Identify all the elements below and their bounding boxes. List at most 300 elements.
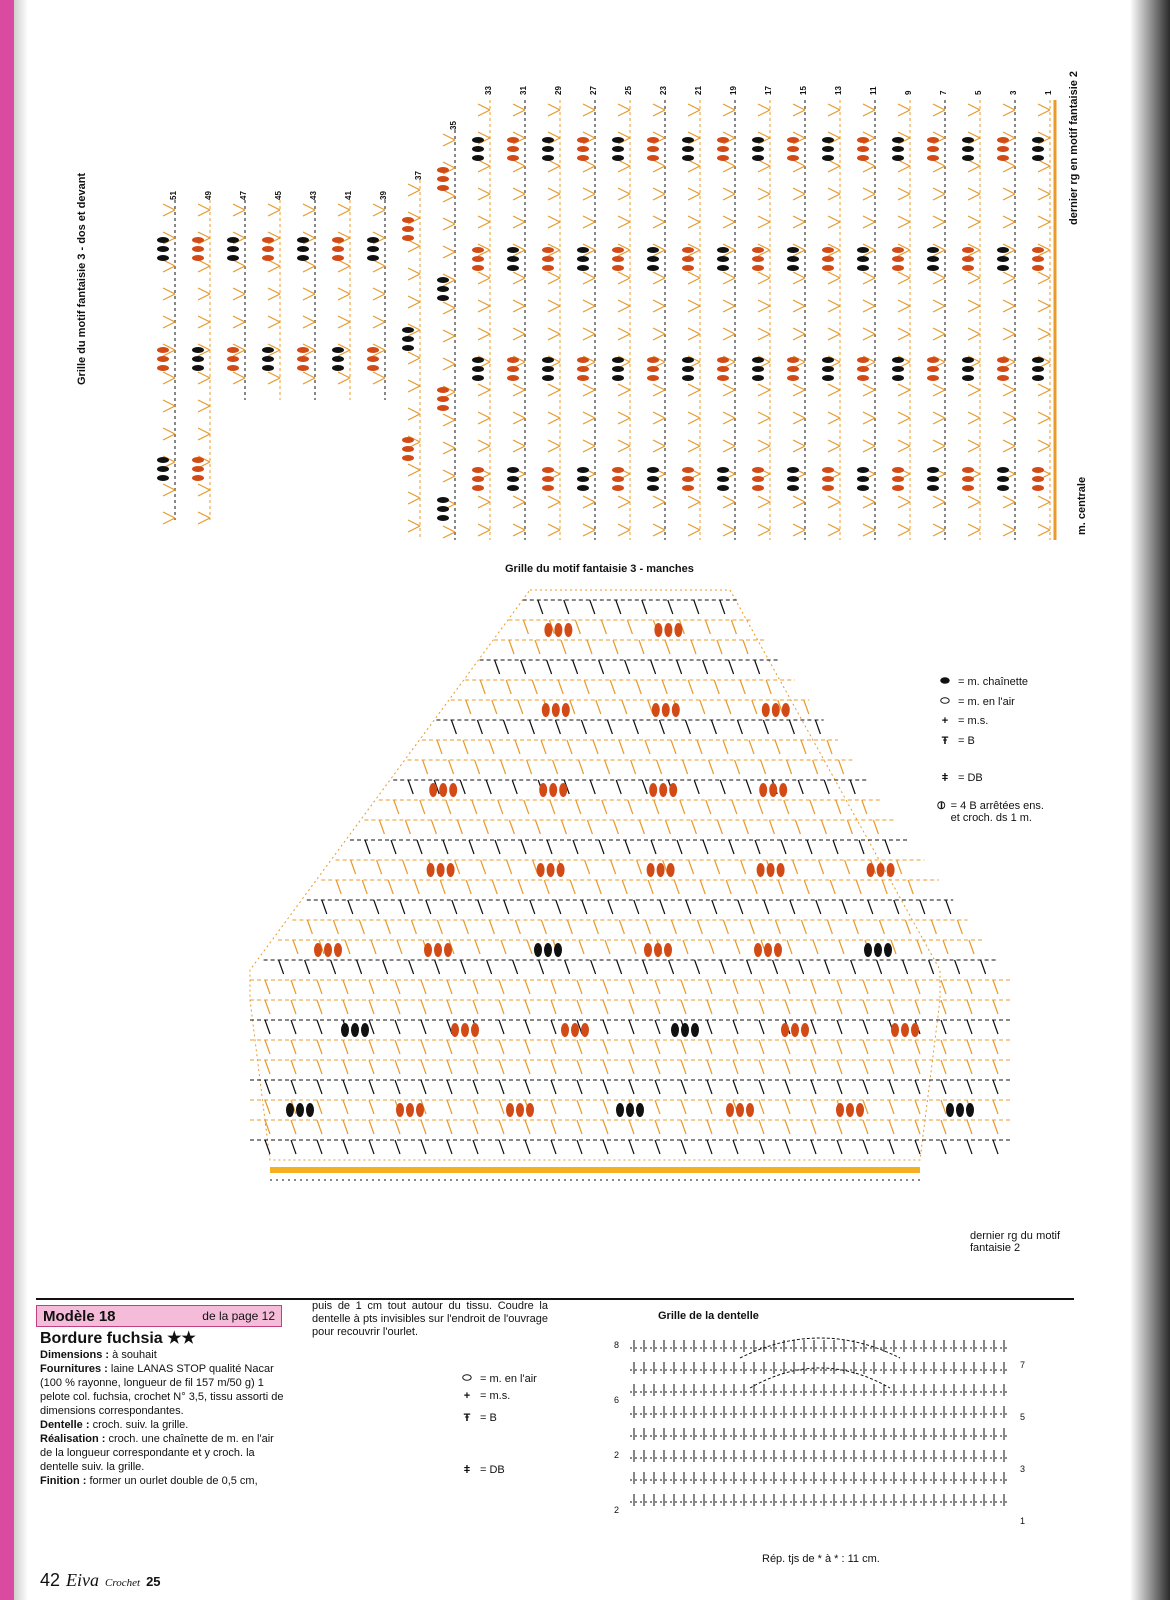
chart2-stitch bbox=[811, 1060, 816, 1074]
chart2-stitch bbox=[889, 1080, 894, 1094]
chart2-cluster bbox=[581, 1023, 589, 1037]
chart2-stitch bbox=[610, 680, 615, 694]
chart2-stitch bbox=[420, 800, 425, 814]
chart1-stitch bbox=[408, 380, 420, 386]
chart1-cluster bbox=[962, 265, 974, 271]
chart2-stitch bbox=[518, 700, 523, 714]
lace-row-number-left: 8 bbox=[614, 1340, 620, 1350]
chart1-stitch bbox=[1038, 104, 1050, 110]
chart2-stitch bbox=[759, 1020, 764, 1034]
chart1-stitch bbox=[793, 194, 805, 200]
chart2-stitch bbox=[837, 1120, 842, 1134]
chart2-cluster bbox=[769, 783, 777, 797]
chart1-stitch bbox=[968, 194, 980, 200]
chart1-stitch bbox=[338, 210, 350, 216]
chart1-stitch bbox=[793, 132, 805, 138]
chart1-cluster bbox=[402, 455, 414, 461]
chart1-stitch bbox=[198, 428, 210, 434]
chart1-stitch bbox=[688, 132, 700, 138]
chart1-stitch bbox=[443, 246, 455, 252]
chart1-stitch bbox=[163, 294, 175, 300]
chart1-stitch bbox=[478, 530, 490, 536]
chart2-stitch bbox=[785, 1000, 790, 1014]
chart1-stitch bbox=[198, 288, 210, 294]
chart1-stitch bbox=[688, 216, 700, 222]
chart1-stitch bbox=[933, 132, 945, 138]
chart1-cluster bbox=[682, 375, 694, 381]
chart2-stitch bbox=[655, 1080, 660, 1094]
chart1-stitch bbox=[828, 502, 840, 508]
chart1-cluster bbox=[752, 476, 764, 482]
chart2-cluster bbox=[669, 783, 677, 797]
chart2-stitch bbox=[551, 1080, 556, 1094]
chart1-cluster bbox=[927, 366, 939, 372]
chart1-cluster bbox=[717, 155, 729, 161]
chart2-stitch bbox=[343, 1060, 348, 1074]
chart1-stitch bbox=[1003, 524, 1015, 530]
chart2-stitch bbox=[551, 1000, 556, 1014]
chart2-stitch bbox=[317, 1060, 322, 1074]
chart2-stitch bbox=[544, 880, 549, 894]
chart1-stitch bbox=[828, 496, 840, 502]
chart2-stitch bbox=[547, 660, 552, 674]
chart1-stitch bbox=[478, 418, 490, 424]
chart1-stitch bbox=[653, 496, 665, 502]
chart2-stitch bbox=[603, 1040, 608, 1054]
chart2-stitch bbox=[738, 900, 743, 914]
chart2-stitch bbox=[619, 740, 624, 754]
chart1-cluster bbox=[997, 476, 1009, 482]
chart2-stitch bbox=[395, 1080, 400, 1094]
chart1-cluster bbox=[612, 256, 624, 262]
chart1-cluster bbox=[262, 237, 274, 243]
chart2-stitch bbox=[681, 1080, 686, 1094]
chart1-row-number: 49 bbox=[204, 191, 213, 200]
chart2-stitch bbox=[601, 620, 606, 634]
chart1-cluster bbox=[402, 446, 414, 452]
model-name: Modèle 18 bbox=[43, 1307, 116, 1325]
chart1-stitch bbox=[268, 266, 280, 272]
chart2-stitch bbox=[593, 740, 598, 754]
chart2-cluster bbox=[351, 1023, 359, 1037]
chart1-cluster bbox=[437, 277, 449, 283]
chart1-stitch bbox=[898, 384, 910, 390]
chart1-stitch bbox=[1038, 160, 1050, 166]
chart1-stitch bbox=[653, 440, 665, 446]
chart1-stitch bbox=[233, 316, 245, 322]
chart2-stitch bbox=[915, 1140, 920, 1154]
chart1-stitch bbox=[1003, 502, 1015, 508]
chart1-cluster bbox=[752, 366, 764, 372]
chart2-stitch bbox=[551, 1060, 556, 1074]
chart2-stitch bbox=[941, 1060, 946, 1074]
chart2-stitch bbox=[700, 880, 705, 894]
chart2-stitch bbox=[654, 800, 659, 814]
chart1-stitch bbox=[828, 272, 840, 278]
chart1-cluster bbox=[437, 497, 449, 503]
chart1-stitch bbox=[618, 440, 630, 446]
chart1-stitch bbox=[688, 306, 700, 312]
chart1-stitch bbox=[233, 294, 245, 300]
chart1-stitch bbox=[793, 110, 805, 116]
chart1-stitch bbox=[828, 166, 840, 172]
chart2-stitch bbox=[587, 640, 592, 654]
chart1-stitch bbox=[828, 390, 840, 396]
chart2-stitch bbox=[317, 980, 322, 994]
chart2-stitch bbox=[602, 800, 607, 814]
chart1-stitch bbox=[1003, 418, 1015, 424]
lace-chart-grid bbox=[620, 1328, 1020, 1528]
chart1-cluster bbox=[927, 137, 939, 143]
chart1-stitch bbox=[618, 272, 630, 278]
chart1-stitch bbox=[163, 204, 175, 210]
chart2-stitch bbox=[707, 1080, 712, 1094]
page-edge-band bbox=[0, 0, 14, 1600]
chart1-stitch bbox=[898, 328, 910, 334]
chart1-stitch bbox=[688, 194, 700, 200]
chart2-stitch bbox=[889, 1120, 894, 1134]
chart1-cluster bbox=[227, 365, 239, 371]
chart1-stitch bbox=[1038, 272, 1050, 278]
chart1-cluster bbox=[752, 146, 764, 152]
chart1-cluster bbox=[472, 485, 484, 491]
chart1-stitch bbox=[163, 378, 175, 384]
chart2-stitch bbox=[729, 840, 734, 854]
chart1-cluster bbox=[437, 405, 449, 411]
chart1-stitch bbox=[408, 184, 420, 190]
chart2-stitch bbox=[671, 740, 676, 754]
chart1-stitch bbox=[828, 222, 840, 228]
chart2-stitch bbox=[781, 840, 786, 854]
chart1-stitch bbox=[338, 322, 350, 328]
chart2-stitch bbox=[423, 760, 428, 774]
chart1-cluster bbox=[892, 247, 904, 253]
chart1-stitch bbox=[1003, 390, 1015, 396]
chart1-cluster bbox=[507, 155, 519, 161]
chart1-row-number: 35 bbox=[449, 121, 458, 130]
chart1-cluster bbox=[857, 265, 869, 271]
chart1-stitch bbox=[583, 188, 595, 194]
chart1-stitch bbox=[338, 294, 350, 300]
chart2-stitch bbox=[707, 1140, 712, 1154]
chart1-cluster bbox=[472, 137, 484, 143]
chart1-stitch bbox=[268, 210, 280, 216]
chart1-stitch bbox=[618, 328, 630, 334]
chart2-stitch bbox=[811, 1140, 816, 1154]
chart1-stitch bbox=[968, 496, 980, 502]
chart2-stitch bbox=[629, 1020, 634, 1034]
chart1-stitch bbox=[268, 322, 280, 328]
chart1-stitch bbox=[688, 446, 700, 452]
chart1-cluster bbox=[787, 137, 799, 143]
chart2-stitch bbox=[473, 980, 478, 994]
chart2-stitch bbox=[636, 680, 641, 694]
chart1-stitch bbox=[758, 328, 770, 334]
chart2-stitch bbox=[265, 1040, 270, 1054]
chart2-stitch bbox=[291, 1040, 296, 1054]
chart1-cluster bbox=[892, 155, 904, 161]
chart2-stitch bbox=[551, 1020, 556, 1034]
chart1-stitch bbox=[968, 160, 980, 166]
chart2-stitch bbox=[619, 920, 624, 934]
chart1-stitch bbox=[583, 272, 595, 278]
chart2-stitch bbox=[603, 1100, 608, 1114]
chart2-stitch bbox=[785, 1080, 790, 1094]
chart1-stitch bbox=[408, 302, 420, 308]
chart1-stitch bbox=[933, 216, 945, 222]
legend-item: Ŧ = B bbox=[458, 1412, 497, 1424]
chart1-cluster bbox=[227, 246, 239, 252]
chart2-stitch bbox=[847, 820, 852, 834]
chart2-stitch bbox=[359, 920, 364, 934]
chart2-stitch bbox=[473, 1100, 478, 1114]
chart2-stitch bbox=[265, 1000, 270, 1014]
chart2-stitch bbox=[993, 1020, 998, 1034]
chart1-stitch bbox=[723, 440, 735, 446]
chart2-cluster bbox=[626, 1103, 634, 1117]
chart1-stitch bbox=[303, 260, 315, 266]
chart2-stitch bbox=[850, 780, 855, 794]
chart1-cluster bbox=[717, 485, 729, 491]
chart2-stitch bbox=[603, 1140, 608, 1154]
chart1-cluster bbox=[612, 155, 624, 161]
chart2-stitch bbox=[837, 980, 842, 994]
chart1-stitch bbox=[373, 294, 385, 300]
chart2-stitch bbox=[915, 1120, 920, 1134]
chart2-stitch bbox=[741, 860, 746, 874]
chart1-stitch bbox=[1038, 502, 1050, 508]
chart1-stitch bbox=[653, 502, 665, 508]
chart1-stitch bbox=[338, 232, 350, 238]
chart2-bottom-label: dernier rg du motif fantaisie 2 bbox=[970, 1230, 1060, 1254]
chart2-stitch bbox=[411, 920, 416, 934]
chart2-stitch bbox=[532, 680, 537, 694]
chart1-stitch bbox=[583, 160, 595, 166]
chart1-stitch bbox=[1003, 104, 1015, 110]
chart1-stitch bbox=[373, 232, 385, 238]
chart2-stitch bbox=[567, 740, 572, 754]
chart1-cluster bbox=[717, 146, 729, 152]
chart2-stitch bbox=[463, 920, 468, 934]
chart2-cluster bbox=[552, 703, 560, 717]
chart1-stitch bbox=[163, 434, 175, 440]
chart2-cluster bbox=[439, 783, 447, 797]
chart1-stitch bbox=[618, 412, 630, 418]
chart2-stitch bbox=[905, 920, 910, 934]
chart2-stitch bbox=[577, 1040, 582, 1054]
chart1-cluster bbox=[1032, 375, 1044, 381]
chart1-cluster bbox=[472, 476, 484, 482]
chart2-stitch bbox=[842, 900, 847, 914]
chart2-stitch bbox=[421, 1000, 426, 1014]
chart2-stitch bbox=[447, 1120, 452, 1134]
chart1-stitch bbox=[793, 390, 805, 396]
chart1-stitch bbox=[793, 496, 805, 502]
chart1-stitch bbox=[1038, 390, 1050, 396]
chart2-stitch bbox=[395, 1040, 400, 1054]
chart1-stitch bbox=[1038, 412, 1050, 418]
chart1-stitch bbox=[828, 384, 840, 390]
chart2-stitch bbox=[596, 880, 601, 894]
treble-icon: Ŧ bbox=[463, 1412, 471, 1424]
chart1-stitch bbox=[793, 502, 805, 508]
chart2-stitch bbox=[941, 980, 946, 994]
chart1-stitch bbox=[828, 104, 840, 110]
chart2-stitch bbox=[830, 880, 835, 894]
chart1-title: Grille du motif fantaisie 3 - dos et devant bbox=[76, 172, 88, 385]
chart1-cluster bbox=[612, 247, 624, 253]
chart2-stitch bbox=[851, 960, 856, 974]
chart1-stitch bbox=[758, 104, 770, 110]
chart1-cluster bbox=[927, 357, 939, 363]
chart1-stitch bbox=[443, 336, 455, 342]
chart1-stitch bbox=[688, 160, 700, 166]
chart2-stitch bbox=[793, 860, 798, 874]
chart2-cluster bbox=[674, 623, 682, 637]
chart1-stitch bbox=[863, 160, 875, 166]
chart2-stitch bbox=[801, 920, 806, 934]
chart2-stitch bbox=[811, 1080, 816, 1094]
chart1-stitch bbox=[408, 268, 420, 274]
chart1-stitch bbox=[373, 322, 385, 328]
chart1-stitch bbox=[793, 278, 805, 284]
chart2-stitch bbox=[811, 1000, 816, 1014]
chart2-stitch bbox=[631, 760, 636, 774]
chart2-stitch bbox=[957, 920, 962, 934]
chart1-stitch bbox=[863, 446, 875, 452]
chart1-stitch bbox=[443, 308, 455, 314]
chart1-cluster bbox=[437, 396, 449, 402]
chart1-stitch bbox=[163, 512, 175, 518]
chart2-stitch bbox=[291, 1060, 296, 1074]
open-oval-icon: ⬭ bbox=[462, 1372, 472, 1384]
chart2-cluster bbox=[864, 943, 872, 957]
chart2-stitch bbox=[469, 840, 474, 854]
chart2-cluster bbox=[554, 623, 562, 637]
chart1-stitch bbox=[758, 440, 770, 446]
chart2-stitch bbox=[331, 960, 336, 974]
chart2-stitch bbox=[443, 840, 448, 854]
chart1-cluster bbox=[962, 256, 974, 262]
chart2-stitch bbox=[551, 1120, 556, 1134]
chart2-stitch bbox=[837, 1040, 842, 1054]
lace-row-number-left: 2 bbox=[614, 1450, 620, 1460]
legend-item: + = m.s. bbox=[458, 1390, 510, 1402]
chart1-cluster bbox=[297, 347, 309, 353]
chart2-cluster bbox=[884, 943, 892, 957]
chart2-stitch bbox=[525, 1080, 530, 1094]
chart2-stitch bbox=[811, 1020, 816, 1034]
chart2-stitch bbox=[759, 1100, 764, 1114]
chart1-cluster bbox=[752, 467, 764, 473]
chart1-stitch bbox=[828, 278, 840, 284]
chart2-stitch bbox=[707, 1020, 712, 1034]
chart1-stitch bbox=[583, 446, 595, 452]
chart1-cluster bbox=[262, 365, 274, 371]
chart2-stitch bbox=[733, 1140, 738, 1154]
chart1-cluster bbox=[612, 357, 624, 363]
chart2-stitch bbox=[655, 980, 660, 994]
chart1-cluster bbox=[367, 246, 379, 252]
chart1-cluster bbox=[577, 137, 589, 143]
chart2-cluster bbox=[746, 1103, 754, 1117]
chart1-stitch bbox=[303, 210, 315, 216]
chart2-stitch bbox=[775, 920, 780, 934]
chart1-cluster bbox=[577, 476, 589, 482]
chart2-cluster bbox=[526, 1103, 534, 1117]
chart2-stitch bbox=[915, 1060, 920, 1074]
chart1-stitch bbox=[688, 412, 700, 418]
chart2-stitch bbox=[291, 1000, 296, 1014]
chart1-stitch bbox=[408, 212, 420, 218]
chart1-cluster bbox=[682, 155, 694, 161]
chart2-stitch bbox=[417, 840, 422, 854]
chart1-stitch bbox=[863, 216, 875, 222]
chart2-cluster bbox=[846, 1103, 854, 1117]
chart2-stitch bbox=[801, 740, 806, 754]
chart1-cluster bbox=[402, 437, 414, 443]
chart1-stitch bbox=[688, 166, 700, 172]
chart1-stitch bbox=[968, 530, 980, 536]
chart1-stitch bbox=[723, 216, 735, 222]
chart1-row-number: 3 bbox=[1009, 90, 1018, 95]
page-number: 42 bbox=[40, 1570, 61, 1590]
chart1-stitch bbox=[548, 334, 560, 340]
chart2-stitch bbox=[591, 960, 596, 974]
chart2-stitch bbox=[291, 980, 296, 994]
chart2-stitch bbox=[931, 920, 936, 934]
chart2-stitch bbox=[752, 700, 757, 714]
chart1-stitch bbox=[758, 166, 770, 172]
chart2-stitch bbox=[755, 840, 760, 854]
chart2-stitch bbox=[535, 820, 540, 834]
chart1-stitch bbox=[513, 160, 525, 166]
chart1-stitch bbox=[548, 300, 560, 306]
chart1-stitch bbox=[513, 272, 525, 278]
chart1-cluster bbox=[507, 476, 519, 482]
chart2-stitch bbox=[813, 940, 818, 954]
chart2-stitch bbox=[421, 1120, 426, 1134]
chart2-stitch bbox=[993, 1140, 998, 1154]
chart1-stitch bbox=[828, 446, 840, 452]
chart2-stitch bbox=[629, 1120, 634, 1134]
chart1-cluster bbox=[962, 155, 974, 161]
chart2-stitch bbox=[868, 900, 873, 914]
chart1-row-number: 25 bbox=[624, 86, 633, 95]
chart1-cluster bbox=[1032, 485, 1044, 491]
chart1-row-number: 41 bbox=[344, 191, 353, 200]
chart1-stitch bbox=[863, 530, 875, 536]
chart2-cluster bbox=[286, 1103, 294, 1117]
chart1-cluster bbox=[927, 467, 939, 473]
chart2-stitch bbox=[343, 1120, 348, 1134]
chart1-stitch bbox=[863, 166, 875, 172]
chart2-stitch bbox=[889, 1100, 894, 1114]
chart1-cluster bbox=[157, 475, 169, 481]
chart1-stitch bbox=[443, 420, 455, 426]
chart1-stitch bbox=[408, 526, 420, 532]
chart1-stitch bbox=[303, 316, 315, 322]
chart1-stitch bbox=[688, 530, 700, 536]
chart1-stitch bbox=[863, 502, 875, 508]
chart1-cluster bbox=[192, 237, 204, 243]
chart1-stitch bbox=[408, 352, 420, 358]
chart2-stitch bbox=[915, 1100, 920, 1114]
chart2-stitch bbox=[495, 840, 500, 854]
chart2-stitch bbox=[577, 1060, 582, 1074]
chart1-cluster bbox=[997, 265, 1009, 271]
chart2-stitch bbox=[681, 1140, 686, 1154]
